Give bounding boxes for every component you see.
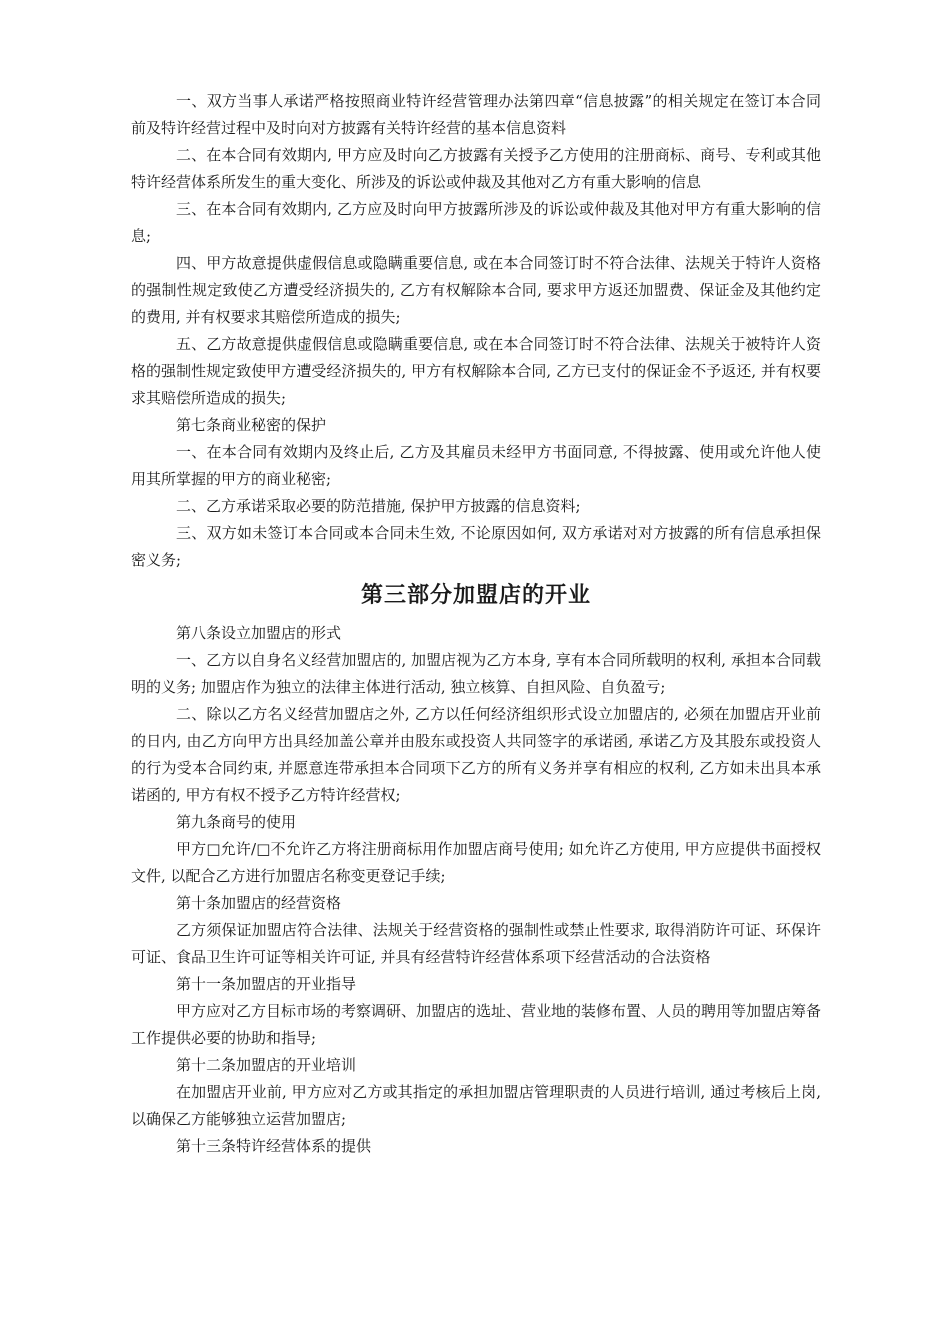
article-title: 第十一条加盟店的开业指导 <box>176 975 357 993</box>
paragraph: 乙方须保证加盟店符合法律、法规关于经营资格的强制性或禁止性要求, 取得消防许可证、环保许可证、食品卫生许可证等相关许可证, 并具有经营特许经营体系项下经营活动的合法资格 <box>131 921 821 966</box>
paragraph: 一、双方当事人承诺严格按照商业特许经营管理办法第四章“信息披露”的相关规定在签订本合同前及特许经营过程中及时向对方披露有关特许经营的基本信息资料 <box>131 92 821 137</box>
paragraph: 甲方□允许/□不允许乙方将注册商标用作加盟店商号使用; 如允许乙方使用, 甲方应提供书面授权文件, 以配合乙方进行加盟店名称变更登记手续; <box>131 840 821 885</box>
article-title: 第八条设立加盟店的形式 <box>176 624 342 642</box>
article-title: 第七条商业秘密的保护 <box>176 416 327 434</box>
section-info-disclosure <box>131 88 821 574</box>
paragraph: 一、在本合同有效期内及终止后, 乙方及其雇员未经甲方书面同意, 不得披露、使用或允许他人使用其所掌握的甲方的商业秘密; <box>131 443 821 488</box>
paragraph: 一、乙方以自身名义经营加盟店的, 加盟店视为乙方本身, 享有本合同所载明的权利, 承担本合同载明的义务; 加盟店作为独立的法律主体进行活动, 独立核算、自担风险、自负盈亏; <box>131 651 821 696</box>
article-title: 第九条商号的使用 <box>176 813 297 831</box>
document-page <box>131 88 821 1160</box>
paragraph: 甲方应对乙方目标市场的考察调研、加盟店的选址、营业地的装修布置、人员的聘用等加盟店筹备工作提供必要的协助和指导; <box>131 1002 822 1047</box>
paragraph: 在加盟店开业前, 甲方应对乙方或其指定的承担加盟店管理职责的人员进行培训, 通过考核后上岗, 以确保乙方能够独立运营加盟店; <box>131 1083 821 1128</box>
paragraph: 二、在本合同有效期内, 甲方应及时向乙方披露有关授予乙方使用的注册商标、商号、专利或其他特许经营体系所发生的重大变化、所涉及的诉讼或仲裁及其他对乙方有重大影响的信息 <box>131 146 821 191</box>
section-store-opening <box>131 620 821 1160</box>
paragraph: 三、双方如未签订本合同或本合同未生效, 不论原因如何, 双方承诺对对方披露的所有信息承担保密义务; <box>131 524 821 569</box>
part-heading: 第三部分加盟店的开业 <box>360 583 591 608</box>
paragraph: 二、乙方承诺采取必要的防范措施, 保护甲方披露的信息资料; <box>176 497 581 515</box>
article-title: 第十三条特许经营体系的提供 <box>176 1137 372 1155</box>
paragraph: 四、甲方故意提供虚假信息或隐瞒重要信息, 或在本合同签订时不符合法律、法规关于特许人资格的强制性规定致使乙方遭受经济损失的, 乙方有权解除本合同, 要求甲方返还加盟费、保证金及其他约定的费用, 并有权要求其赔偿所造成的损失; <box>131 254 821 326</box>
article-title: 第十条加盟店的经营资格 <box>176 894 342 912</box>
paragraph: 三、在本合同有效期内, 乙方应及时向甲方披露所涉及的诉讼或仲裁及其他对甲方有重大影响的信息; <box>131 200 821 245</box>
article-title: 第十二条加盟店的开业培训 <box>176 1056 357 1074</box>
paragraph: 五、乙方故意提供虚假信息或隐瞒重要信息, 或在本合同签订时不符合法律、法规关于被特许人资格的强制性规定致使甲方遭受经济损失的, 甲方有权解除本合同, 乙方已支付的保证金不予返还, 并有权要求其赔偿所造成的损失; <box>131 335 821 407</box>
paragraph: 二、除以乙方名义经营加盟店之外, 乙方以任何经济组织形式设立加盟店的, 必须在加盟店开业前的日内, 由乙方向甲方出具经加盖公章并由股东或投资人共同签字的承诺函, 承诺乙方及其股东或投资人的行为受本合同约束, 并愿意连带承担本合同项下乙方的所有义务并享有相应的权利, 乙方如未出具本承诺函的, 甲方有权不授予乙方特许经营权; <box>131 705 821 804</box>
